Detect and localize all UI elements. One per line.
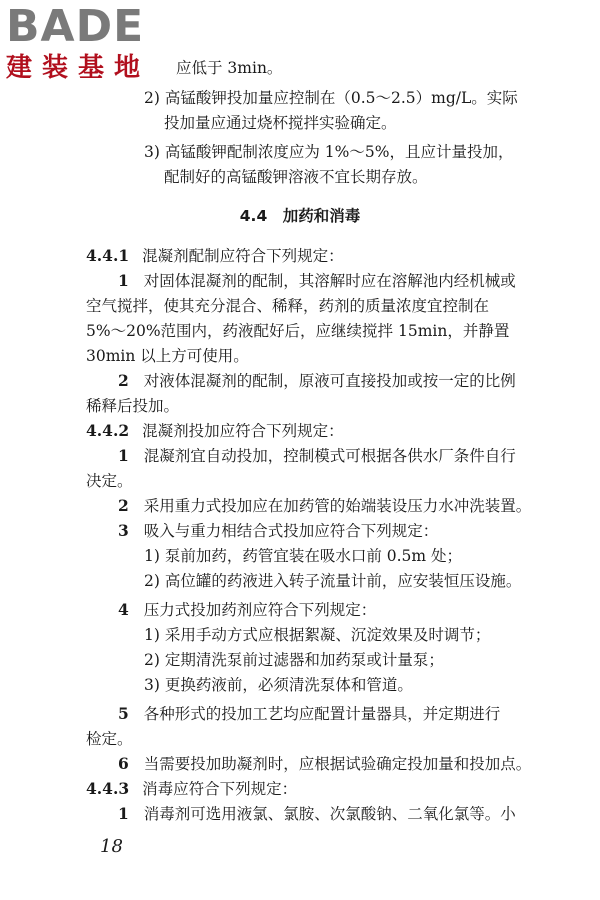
item-text: 当需要投加助凝剂时，应根据试验确定投加量和投加点。: [143, 755, 532, 773]
item-number: 1: [118, 804, 129, 823]
text-line: 决定。: [86, 472, 133, 490]
item-line: [118, 271, 516, 291]
sub-item-line: 1) 采用手动方式应根据絮凝、沉淀效果及时调节；: [144, 626, 491, 644]
text-line: 30min 以上方可使用。: [86, 347, 249, 365]
item-number: 2: [118, 496, 129, 515]
item-line: [118, 704, 500, 724]
page-number: 18: [100, 836, 123, 857]
clause-text: 消毒应符合下列规定：: [142, 780, 298, 798]
bade-logo: [6, 1, 176, 100]
item-number: 3: [118, 521, 129, 540]
section-title: 4.4 加药和消毒: [239, 207, 361, 225]
clause-number: 4.4.2: [86, 421, 130, 440]
text-line: 5%～20%范围内，药液配好后，应继续搅拌 15min，并静置: [86, 322, 510, 340]
item-text: 对固体混凝剂的配制，其溶解时应在溶解池内经机械或: [143, 272, 516, 290]
text-line: 稀释后投加。: [86, 397, 180, 415]
text-line: 2) 高锰酸钾投加量应控制在（0.5～2.5）mg/L。实际: [144, 89, 518, 107]
item-line: [118, 600, 376, 620]
text-line: 空气搅拌，使其充分混合、稀释，药剂的质量浓度宜控制在: [86, 297, 490, 315]
clause-heading: [86, 421, 344, 441]
text-line: 投加量应通过烧杯搅拌实验确定。: [164, 114, 397, 132]
text-line: 3) 高锰酸钾配制浓度应为 1%～5%，且应计量投加，: [144, 143, 514, 161]
item-line: [118, 754, 531, 774]
sub-item-line: 1) 泵前加药，药管宜装在吸水口前 0.5m 处；: [144, 547, 463, 565]
item-number: 4: [118, 600, 129, 619]
item-number: 5: [118, 704, 129, 723]
sub-item-line: 2) 高位罐的药液进入转子流量计前，应安装恒压设施。: [144, 572, 522, 590]
clause-text: 混凝剂配制应符合下列规定：: [142, 247, 344, 265]
sub-item-line: 3) 更换药液前，必须清洗泵体和管道。: [144, 676, 413, 694]
item-number: 2: [118, 371, 129, 390]
item-text: 压力式投加药剂应符合下列规定：: [143, 601, 377, 619]
text-line: 配制好的高锰酸钾溶液不宜长期存放。: [164, 168, 428, 186]
item-text: 各种形式的投加工艺均应配置计量器具，并定期进行: [143, 705, 501, 723]
item-text: 混凝剂宜自动投加，控制模式可根据各供水厂条件自行: [143, 447, 516, 465]
item-number: 6: [118, 754, 129, 773]
item-line: [118, 371, 516, 391]
item-number: 1: [118, 271, 129, 290]
text-line: 检定。: [86, 730, 133, 748]
item-text: 消毒剂可选用液氯、氯胺、次氯酸钠、二氧化氯等。小: [143, 805, 516, 823]
item-line: [118, 496, 531, 516]
clause-number: 4.4.1: [86, 246, 130, 265]
item-text: 吸入与重力相结合式投加应符合下列规定：: [143, 522, 439, 540]
clause-heading: [86, 779, 297, 799]
clause-text: 混凝剂投加应符合下列规定：: [142, 422, 344, 440]
item-line: [118, 804, 516, 824]
text-line: 应低于 3min。: [176, 59, 283, 77]
sub-item-line: 2) 定期清洗泵前过滤器和加药泵或计量泵；: [144, 651, 444, 669]
item-line: [118, 521, 438, 541]
item-text: 采用重力式投加应在加药管的始端装设压力水冲洗装置。: [143, 497, 532, 515]
logo-brand-text: BADE: [6, 1, 145, 52]
logo-sub-text: 建装基地: [6, 53, 151, 83]
item-line: [118, 446, 516, 466]
item-number: 1: [118, 446, 129, 465]
clause-heading: [86, 246, 344, 266]
clause-number: 4.4.3: [86, 779, 130, 798]
item-text: 对液体混凝剂的配制，原液可直接投加或按一定的比例: [143, 372, 516, 390]
